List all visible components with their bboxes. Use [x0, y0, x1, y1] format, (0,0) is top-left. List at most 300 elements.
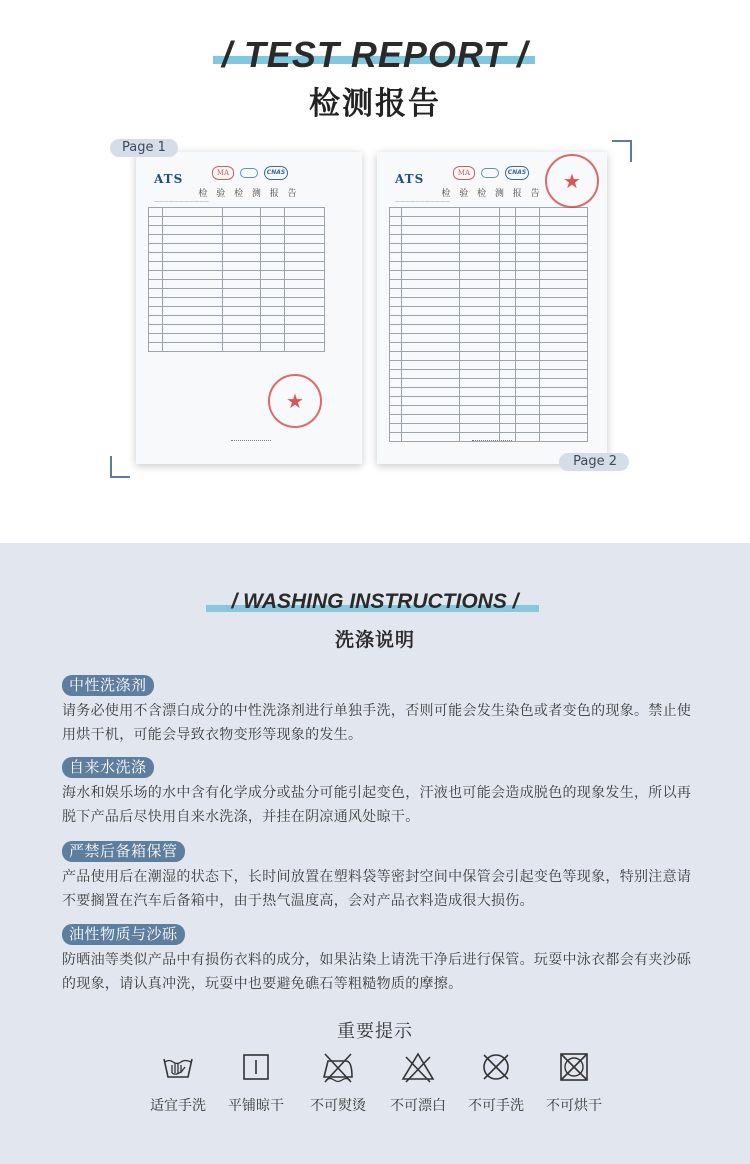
- doc-table-row: [390, 352, 588, 361]
- doc-table-row: [390, 343, 588, 352]
- doc-table-cell: [261, 289, 285, 298]
- doc-table-cell: [149, 298, 163, 307]
- doc-table-cell: [390, 406, 402, 415]
- doc-table-cell: [149, 253, 163, 262]
- doc-table-cell: [285, 289, 325, 298]
- doc-table-cell: [163, 262, 223, 271]
- doc-table-cell: [261, 316, 285, 325]
- doc-table-cell: [460, 343, 500, 352]
- doc-table-cell: [460, 388, 500, 397]
- doc-table-cell: [223, 343, 261, 352]
- corner-bracket-bottom-left: [110, 456, 130, 478]
- doc-table-row: [149, 217, 325, 226]
- doc-table-cell: [390, 433, 402, 442]
- instruction-text-oil-and-sand: 防晒油等类似产品中有损伤衣料的成分，如果沾染上请洗干净后进行保管。玩耍中泳衣都会有夹沙砾的现象，请认真冲洗，玩耍中也要避免礁石等粗糙物质的摩擦。: [62, 952, 692, 992]
- ma-logo: MA: [453, 166, 475, 180]
- doc-table-cell: [285, 262, 325, 271]
- doc-table-cell: [540, 307, 588, 316]
- doc-table-cell: [540, 235, 588, 244]
- doc-table-cell: [540, 208, 588, 217]
- doc-table-cell: [285, 271, 325, 280]
- do-not-tumble-dry-icon: [556, 1049, 592, 1085]
- doc-table-cell: [390, 379, 402, 388]
- doc-table-cell: [540, 325, 588, 334]
- doc-table-cell: [402, 343, 460, 352]
- doc-table-cell: [149, 289, 163, 298]
- doc-table-cell: [516, 307, 540, 316]
- doc-table-cell: [163, 307, 223, 316]
- doc-table-cell: [500, 298, 516, 307]
- doc-table-row: [390, 253, 588, 262]
- doc-table-cell: [402, 424, 460, 433]
- doc-table-row: [149, 253, 325, 262]
- doc-table-cell: [516, 271, 540, 280]
- doc-table-row: [390, 397, 588, 406]
- doc-table-cell: [460, 253, 500, 262]
- doc-table-cell: [516, 343, 540, 352]
- doc-table-cell: [149, 271, 163, 280]
- doc-table-cell: [540, 289, 588, 298]
- corner-bracket-top-right: [612, 140, 632, 162]
- doc-table-cell: [261, 244, 285, 253]
- doc-table-row: [149, 235, 325, 244]
- doc-table-cell: [390, 316, 402, 325]
- doc-table-cell: [460, 325, 500, 334]
- doc-table-cell: [460, 361, 500, 370]
- doc-table-row: [149, 280, 325, 289]
- doc-table-cell: [540, 433, 588, 442]
- doc-table-cell: [390, 325, 402, 334]
- doc-table-cell: [149, 316, 163, 325]
- doc-table-cell: [540, 262, 588, 271]
- doc-table-cell: [390, 226, 402, 235]
- doc-table-row: [149, 289, 325, 298]
- doc-table-cell: [402, 244, 460, 253]
- doc-table-cell: [149, 244, 163, 253]
- doc-table-cell: [460, 289, 500, 298]
- doc-table-cell: [261, 253, 285, 262]
- doc-table-cell: [460, 280, 500, 289]
- doc-table-cell: [540, 298, 588, 307]
- doc-table-cell: [540, 217, 588, 226]
- doc-table-cell: [285, 334, 325, 343]
- doc-table-cell: [402, 208, 460, 217]
- doc-table-cell: [500, 379, 516, 388]
- doc-table-cell: [285, 244, 325, 253]
- doc-table-cell: [500, 325, 516, 334]
- doc-table-cell: [500, 334, 516, 343]
- doc-table-cell: [402, 361, 460, 370]
- washing-instructions-section: [0, 543, 750, 1164]
- doc-table-cell: [402, 334, 460, 343]
- doc-table-cell: [540, 361, 588, 370]
- doc-table-cell: [390, 388, 402, 397]
- doc-table-cell: [500, 208, 516, 217]
- doc-table: [389, 207, 588, 442]
- doc-table-cell: [500, 424, 516, 433]
- doc-table-cell: [500, 262, 516, 271]
- doc-table-cell: [149, 262, 163, 271]
- doc-table-cell: [540, 415, 588, 424]
- doc-table-cell: [285, 217, 325, 226]
- doc-table-cell: [223, 298, 261, 307]
- doc-table-cell: [516, 217, 540, 226]
- doc-table-cell: [163, 316, 223, 325]
- doc-table-row: [390, 325, 588, 334]
- care-label: 不可熨烫: [310, 1098, 366, 1114]
- doc-table-row: [390, 361, 588, 370]
- doc-table-row: [149, 244, 325, 253]
- doc-table-cell: [149, 208, 163, 217]
- doc-table-cell: [540, 406, 588, 415]
- doc-table-cell: [223, 217, 261, 226]
- doc-table-cell: [516, 262, 540, 271]
- doc-table-cell: [460, 352, 500, 361]
- doc-table-cell: [402, 253, 460, 262]
- instruction-tag-no-trunk-storage: 严禁后备箱保管: [62, 841, 185, 862]
- doc-table-row: [390, 307, 588, 316]
- dry-flat-icon: [238, 1049, 274, 1085]
- doc-table-cell: [402, 271, 460, 280]
- doc-table-cell: [285, 280, 325, 289]
- doc-table-cell: [460, 208, 500, 217]
- doc-table-cell: [460, 235, 500, 244]
- doc-table-cell: [540, 424, 588, 433]
- doc-table-cell: [223, 235, 261, 244]
- doc-table-cell: [163, 298, 223, 307]
- doc-table-cell: [402, 406, 460, 415]
- doc-table-cell: [540, 343, 588, 352]
- doc-table-cell: [149, 226, 163, 235]
- doc-table-cell: [516, 253, 540, 262]
- doc-table-cell: [163, 334, 223, 343]
- doc-table-cell: [402, 289, 460, 298]
- instruction-tag-neutral-detergent: 中性洗涤剂: [62, 675, 154, 696]
- doc-table-cell: [261, 226, 285, 235]
- doc-table-cell: [390, 208, 402, 217]
- doc-title: 检 验 检 测 报 告: [441, 189, 543, 199]
- doc-table-cell: [285, 235, 325, 244]
- doc-table-cell: [149, 334, 163, 343]
- care-label: 不可手洗: [468, 1098, 524, 1114]
- doc-table-cell: [500, 316, 516, 325]
- doc-table-cell: [402, 379, 460, 388]
- doc-table-cell: [261, 298, 285, 307]
- doc-table-cell: [390, 244, 402, 253]
- doc-table-cell: [261, 343, 285, 352]
- doc-table-cell: [390, 217, 402, 226]
- ats-logo: ATS: [395, 172, 425, 186]
- doc-table-cell: [516, 316, 540, 325]
- doc-table-cell: [460, 415, 500, 424]
- ats-logo: ATS: [154, 172, 184, 186]
- doc-table-cell: [402, 352, 460, 361]
- test-report-title-en: / TEST REPORT /: [221, 34, 529, 75]
- doc-table-cell: [390, 352, 402, 361]
- doc-table-cell: [540, 397, 588, 406]
- doc-table-row: [390, 298, 588, 307]
- doc-table-cell: [163, 289, 223, 298]
- doc-table-cell: [390, 307, 402, 316]
- doc-table-cell: [163, 280, 223, 289]
- doc-table-row: [149, 262, 325, 271]
- doc-table-cell: [285, 226, 325, 235]
- doc-table-cell: [149, 217, 163, 226]
- test-report-section: [0, 0, 750, 543]
- cnas-logo: CNAS: [264, 166, 288, 180]
- doc-table-cell: [516, 208, 540, 217]
- doc-table-cell: [500, 217, 516, 226]
- doc-table-row: [390, 226, 588, 235]
- doc-table-cell: [163, 217, 223, 226]
- care-label: 不可漂白: [390, 1098, 446, 1114]
- doc-table-cell: [261, 217, 285, 226]
- doc-table-cell: [223, 325, 261, 334]
- doc-table-cell: [390, 235, 402, 244]
- doc-table-cell: [223, 253, 261, 262]
- doc-table-cell: [390, 361, 402, 370]
- instruction-text-tap-water: 海水和娱乐场的水中含有化学成分或盐分可能引起变色，汗液也可能会造成脱色的现象发生，所以再脱下产品后尽快用自来水洗涤，并挂在阴凉通风处晾干。: [62, 785, 692, 825]
- doc-table-cell: [402, 307, 460, 316]
- doc-table-cell: [402, 280, 460, 289]
- doc-table-cell: [500, 226, 516, 235]
- doc-table-row: [390, 415, 588, 424]
- doc-table-cell: [261, 325, 285, 334]
- doc-table-cell: [460, 244, 500, 253]
- care-label: 平铺晾干: [228, 1098, 284, 1114]
- instruction-tag-tap-water: 自来水洗涤: [62, 757, 154, 778]
- doc-table-cell: [163, 226, 223, 235]
- doc-table-cell: [285, 316, 325, 325]
- doc-table-cell: [390, 298, 402, 307]
- doc-number-line: ———————————: [154, 199, 209, 205]
- doc-table-cell: [500, 280, 516, 289]
- doc-table-cell: [500, 397, 516, 406]
- doc-table-cell: [516, 244, 540, 253]
- doc-table-cell: [261, 235, 285, 244]
- doc-table-cell: [460, 406, 500, 415]
- doc-table-cell: [500, 388, 516, 397]
- doc-table-cell: [402, 226, 460, 235]
- doc-table-row: [149, 208, 325, 217]
- care-label: 适宜手洗: [150, 1098, 206, 1114]
- doc-table-cell: [149, 307, 163, 316]
- doc-title: 检 验 检 测 报 告: [198, 189, 300, 199]
- doc-table-cell: [223, 226, 261, 235]
- do-not-bleach-icon: [400, 1049, 436, 1085]
- doc-table-row: [390, 244, 588, 253]
- doc-table-cell: [402, 298, 460, 307]
- doc-table-cell: [516, 370, 540, 379]
- doc-table-row: [390, 424, 588, 433]
- doc-table-row: [390, 289, 588, 298]
- cnas-logo: CNAS: [505, 166, 529, 180]
- doc-table-cell: [500, 253, 516, 262]
- doc-table-cell: [390, 289, 402, 298]
- doc-table-cell: [540, 253, 588, 262]
- doc-number-line: ———————————: [395, 199, 450, 205]
- doc-table-cell: [261, 262, 285, 271]
- doc-table-row: [149, 298, 325, 307]
- doc-table-cell: [390, 271, 402, 280]
- doc-table-cell: [402, 316, 460, 325]
- ilac-mra-logo: [481, 168, 499, 178]
- washing-title-en: / WASHING INSTRUCTIONS /: [231, 590, 519, 613]
- doc-table-cell: [500, 415, 516, 424]
- doc-table-cell: [516, 226, 540, 235]
- page-1-label: Page 1: [110, 139, 178, 157]
- doc-table-cell: [500, 235, 516, 244]
- doc-table-cell: [500, 343, 516, 352]
- ilac-mra-logo: [240, 168, 258, 178]
- do-not-hand-wash-icon: [478, 1049, 514, 1085]
- doc-table-cell: [223, 271, 261, 280]
- doc-table-cell: [390, 370, 402, 379]
- doc-table-cell: [516, 397, 540, 406]
- test-report-title-cn: 检测报告: [309, 86, 441, 122]
- doc-footer-mark: [472, 440, 512, 444]
- doc-table-cell: [163, 325, 223, 334]
- page-2-label: Page 2: [559, 453, 629, 471]
- doc-table-cell: [285, 325, 325, 334]
- doc-table-cell: [390, 262, 402, 271]
- doc-table-cell: [390, 334, 402, 343]
- doc-table-row: [390, 280, 588, 289]
- doc-table-cell: [149, 235, 163, 244]
- doc-table-row: [390, 334, 588, 343]
- doc-table-cell: [516, 325, 540, 334]
- doc-table-row: [390, 235, 588, 244]
- doc-table-row: [149, 226, 325, 235]
- doc-table-cell: [285, 298, 325, 307]
- doc-table-cell: [460, 307, 500, 316]
- doc-table-cell: [500, 352, 516, 361]
- doc-table-cell: [402, 433, 460, 442]
- doc-table-row: [390, 208, 588, 217]
- doc-table-cell: [223, 289, 261, 298]
- doc-table-cell: [500, 361, 516, 370]
- doc-table-cell: [402, 415, 460, 424]
- doc-table-cell: [163, 244, 223, 253]
- doc-table-cell: [402, 217, 460, 226]
- doc-table-cell: [460, 334, 500, 343]
- doc-table-cell: [223, 316, 261, 325]
- doc-table-cell: [540, 388, 588, 397]
- important-notice-title: 重要提示: [337, 1021, 413, 1042]
- doc-table-cell: [460, 226, 500, 235]
- doc-table-cell: [516, 379, 540, 388]
- doc-table-cell: [460, 397, 500, 406]
- doc-table-row: [149, 325, 325, 334]
- doc-table-cell: [223, 244, 261, 253]
- doc-table-row: [149, 271, 325, 280]
- doc-table-cell: [540, 379, 588, 388]
- doc-table-row: [390, 379, 588, 388]
- doc-table-cell: [149, 280, 163, 289]
- doc-table-cell: [390, 424, 402, 433]
- doc-table-cell: [460, 424, 500, 433]
- doc-table-cell: [516, 352, 540, 361]
- doc-table-cell: [402, 370, 460, 379]
- doc-table-cell: [460, 271, 500, 280]
- doc-table-cell: [500, 370, 516, 379]
- doc-table-cell: [540, 370, 588, 379]
- instruction-text-neutral-detergent: 请务必使用不含漂白成分的中性洗涤剂进行单独手洗，否则可能会发生染色或者变色的现象。禁止使用烘干机，可能会导致衣物变形等现象的发生。: [62, 703, 692, 743]
- doc-table-cell: [390, 343, 402, 352]
- doc-table-row: [149, 334, 325, 343]
- doc-table-cell: [540, 244, 588, 253]
- doc-table-cell: [500, 244, 516, 253]
- doc-table-cell: [223, 262, 261, 271]
- care-label: 不可烘干: [546, 1098, 602, 1114]
- doc-table-cell: [390, 415, 402, 424]
- doc-table-cell: [390, 397, 402, 406]
- doc-table-cell: [223, 280, 261, 289]
- instruction-text-no-trunk-storage: 产品使用后在潮湿的状态下，长时间放置在塑料袋等密封空间中保管会引起变色等现象，特别注意请不要搁置在汽车后备箱中，由于热气温度高，会对产品衣料造成很大损伤。: [62, 869, 692, 909]
- doc-table-cell: [163, 343, 223, 352]
- doc-table-cell: [516, 334, 540, 343]
- doc-table-cell: [516, 433, 540, 442]
- doc-table-cell: [460, 217, 500, 226]
- doc-table-cell: [163, 271, 223, 280]
- doc-table-cell: [163, 235, 223, 244]
- doc-table-cell: [540, 352, 588, 361]
- doc-table-cell: [402, 325, 460, 334]
- doc-table-cell: [163, 208, 223, 217]
- hand-wash-icon: [160, 1049, 196, 1085]
- doc-table-cell: [516, 235, 540, 244]
- doc-table-cell: [402, 235, 460, 244]
- doc-table-row: [390, 370, 588, 379]
- doc-table-cell: [285, 307, 325, 316]
- doc-table-cell: [540, 226, 588, 235]
- report-page-2-image: [377, 152, 607, 464]
- doc-table-cell: [261, 280, 285, 289]
- doc-table-cell: [500, 307, 516, 316]
- doc-table-cell: [540, 280, 588, 289]
- doc-table-row: [149, 307, 325, 316]
- doc-table-cell: [516, 280, 540, 289]
- doc-table-cell: [460, 370, 500, 379]
- doc-table-cell: [516, 415, 540, 424]
- doc-table-cell: [460, 379, 500, 388]
- doc-table-cell: [149, 343, 163, 352]
- doc-table-cell: [261, 271, 285, 280]
- doc-table-cell: [261, 334, 285, 343]
- doc-table-row: [390, 262, 588, 271]
- washing-title-cn: 洗涤说明: [334, 629, 415, 651]
- doc-table-cell: [285, 253, 325, 262]
- red-seal-stamp: [268, 374, 322, 428]
- doc-table-cell: [500, 406, 516, 415]
- doc-table-cell: [516, 361, 540, 370]
- instruction-tag-oil-and-sand: 油性物质与沙砾: [62, 924, 185, 945]
- doc-table-cell: [460, 262, 500, 271]
- doc-table-cell: [460, 298, 500, 307]
- red-seal-stamp: [545, 154, 599, 208]
- doc-table-cell: [285, 208, 325, 217]
- doc-table-cell: [540, 334, 588, 343]
- doc-table-cell: [516, 298, 540, 307]
- doc-table-cell: [261, 208, 285, 217]
- doc-table-cell: [402, 262, 460, 271]
- doc-table-cell: [540, 271, 588, 280]
- doc-table-cell: [516, 406, 540, 415]
- doc-footer-mark: [231, 440, 271, 444]
- do-not-iron-icon: [320, 1049, 356, 1085]
- doc-table: [148, 207, 325, 352]
- doc-table-row: [390, 271, 588, 280]
